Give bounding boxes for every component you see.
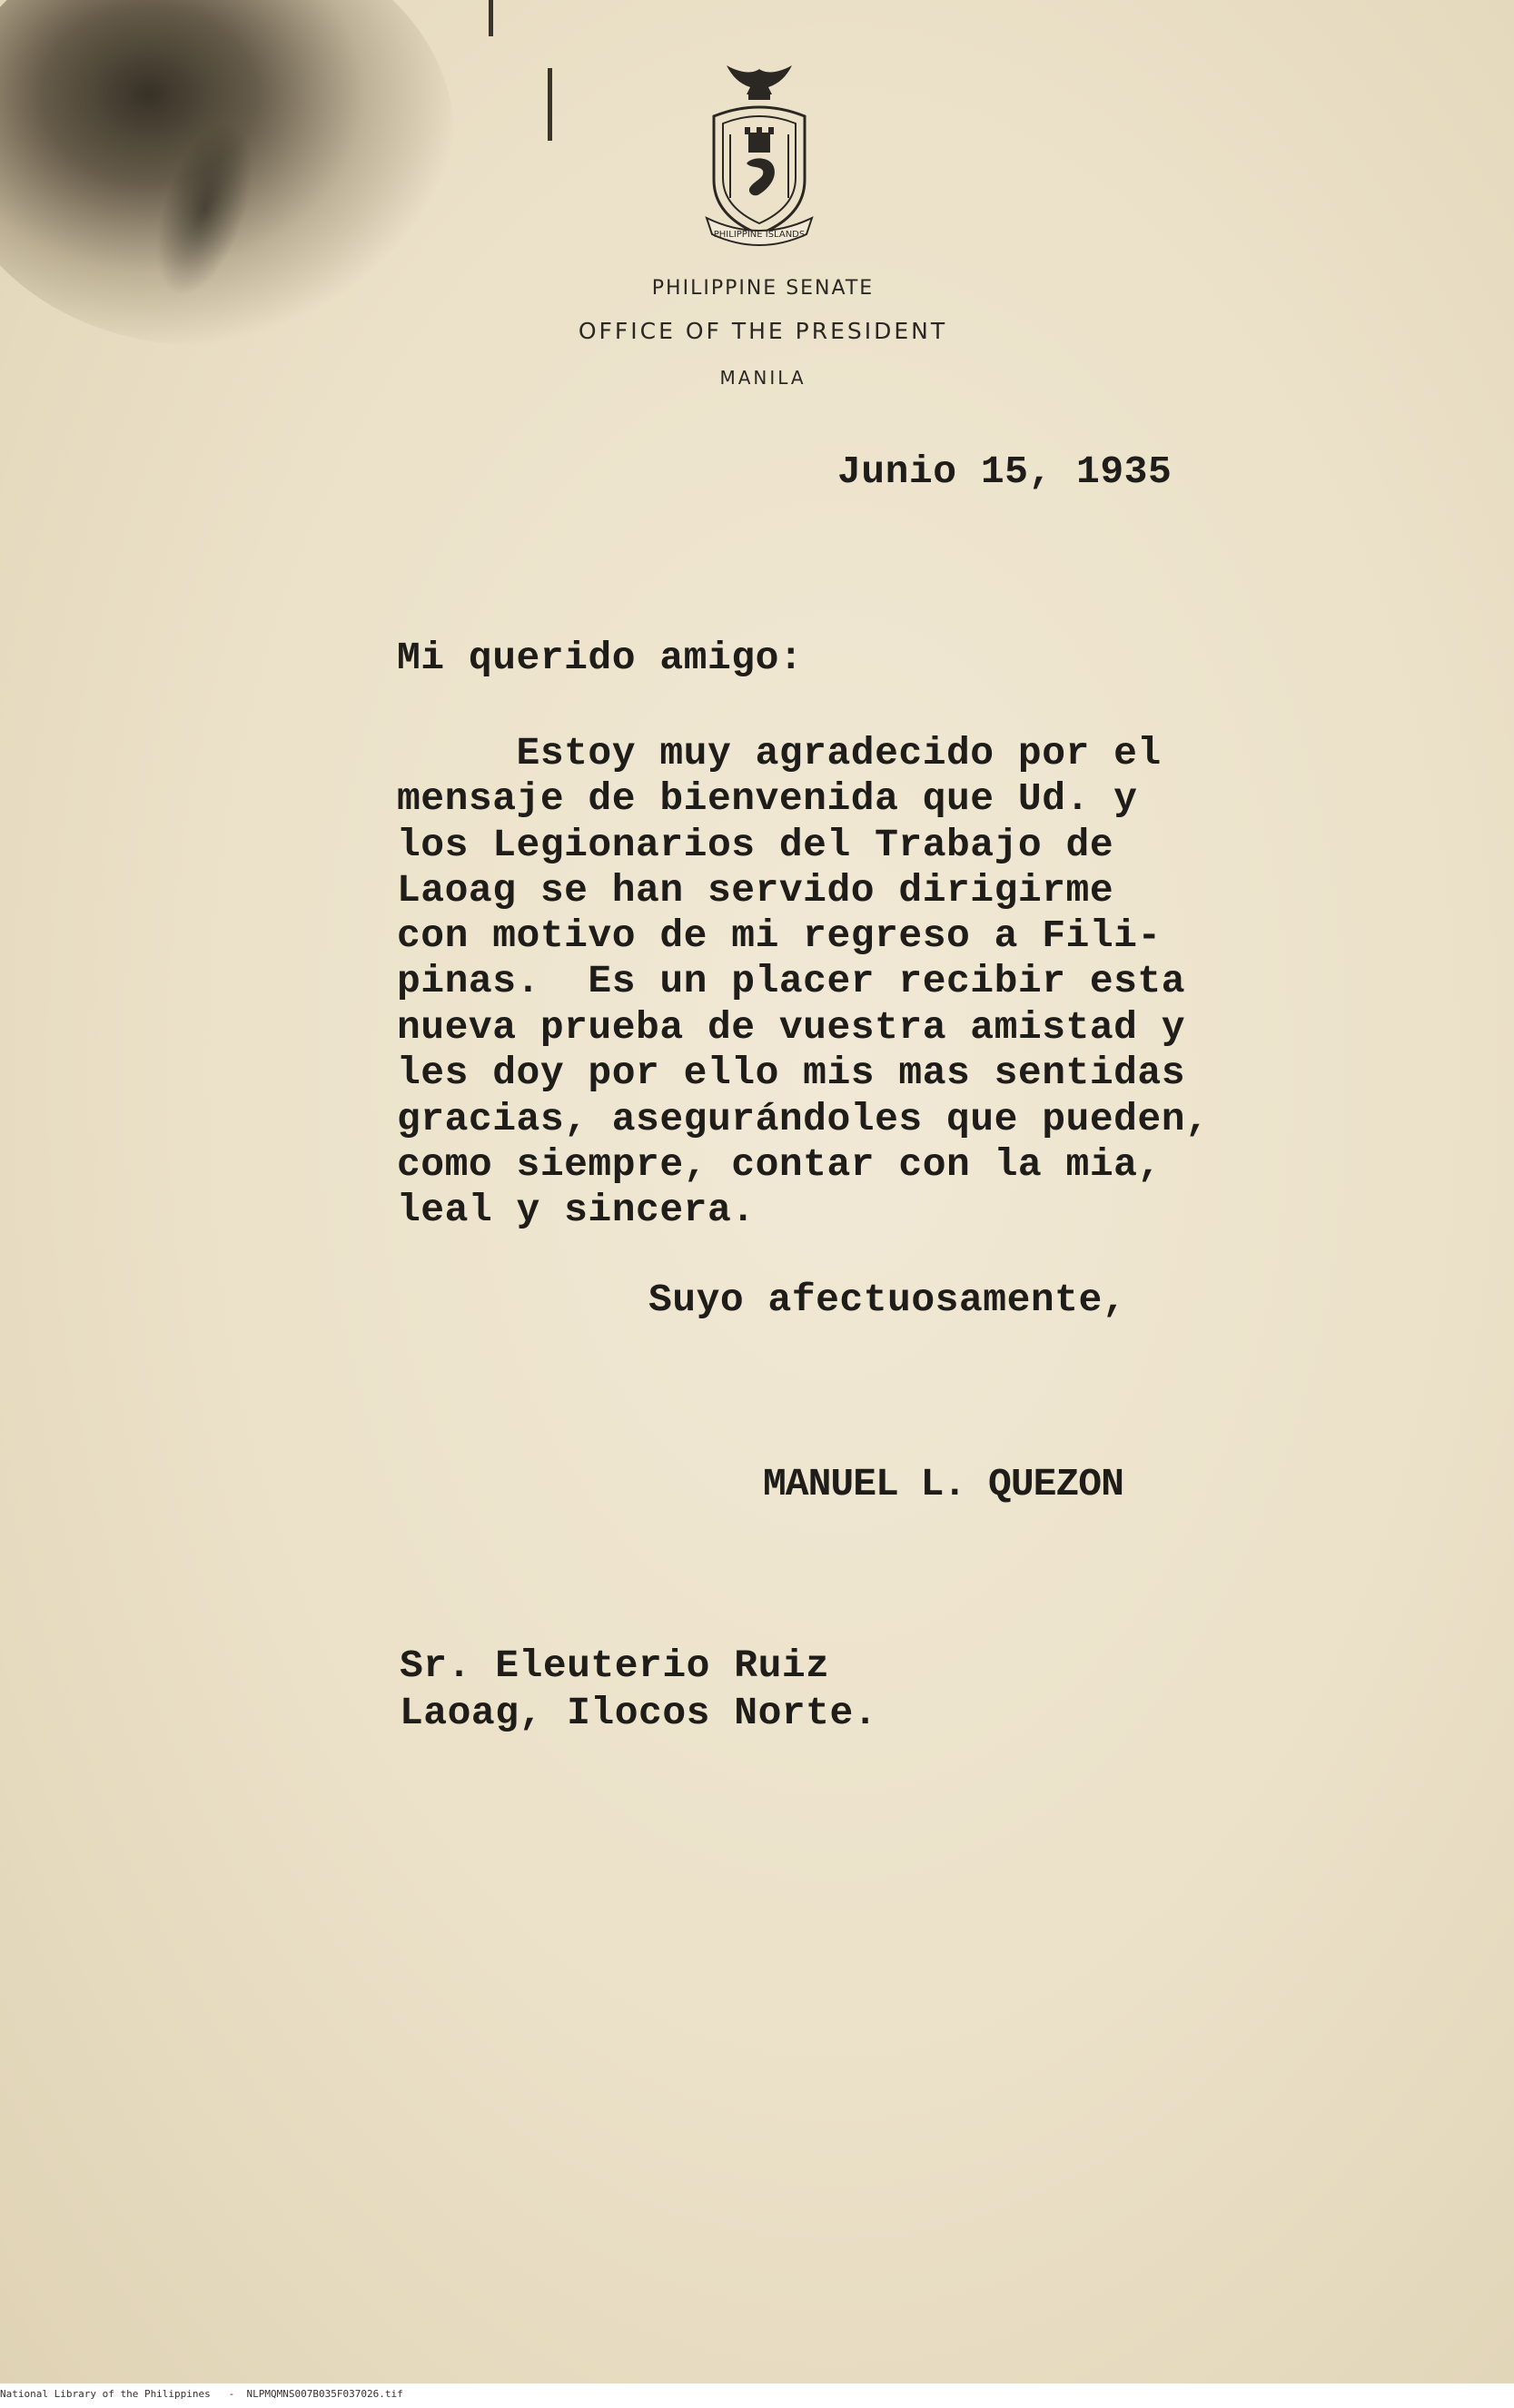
- letterhead-senate: PHILIPPINE SENATE: [651, 277, 875, 300]
- footer-library: National Library of the Philippines: [0, 2388, 211, 2400]
- recipient-name: Sr. Eleuterio Ruiz: [400, 1643, 830, 1688]
- letter-body-line: pinas. Es un placer recibir esta: [397, 959, 1186, 1003]
- letterhead-office: OFFICE OF THE PRESIDENT: [578, 318, 948, 344]
- letter-body-line: mensaje de bienvenida que Ud. y: [397, 776, 1138, 821]
- letter-body-line: como siempre, contar con la mia,: [397, 1142, 1162, 1187]
- letter-body-line: Estoy muy agradecido por el: [397, 731, 1162, 775]
- archive-footer: National Library of the Philippines - NLPMQMNS007B035F037026.tif: [0, 2388, 403, 2400]
- letter-body-line: Laoag se han servido dirigirme: [397, 868, 1114, 913]
- letter-closing: Suyo afectuosamente,: [648, 1278, 1127, 1322]
- recipient-address: Laoag, Ilocos Norte.: [400, 1691, 878, 1735]
- seal-ribbon-text: PHILIPPINE ISLANDS: [713, 230, 806, 240]
- letter-salutation: Mi querido amigo:: [397, 636, 804, 680]
- letter-date: Junio 15, 1935: [837, 449, 1173, 494]
- footer-filename: NLPMQMNS007B035F037026.tif: [246, 2388, 403, 2400]
- paper-tear-mark: [489, 0, 493, 36]
- letter-body-line: con motivo de mi regreso a Fili-: [397, 913, 1162, 958]
- letter-signature: MANUEL L. QUEZON: [763, 1462, 1123, 1506]
- letter-body-line: los Legionarios del Trabajo de: [397, 823, 1114, 867]
- letter-body-line: leal y sincera.: [397, 1188, 756, 1232]
- philippine-islands-seal-icon: [687, 62, 832, 252]
- letter-body-line: nueva prueba de vuestra amistad y: [397, 1005, 1186, 1050]
- paper-tear-mark: [548, 68, 552, 141]
- letter-body-line: gracias, asegurándoles que pueden,: [397, 1097, 1210, 1141]
- letterhead-city: MANILA: [719, 367, 806, 389]
- letter-body-line: les doy por ello mis mas sentidas: [397, 1051, 1186, 1095]
